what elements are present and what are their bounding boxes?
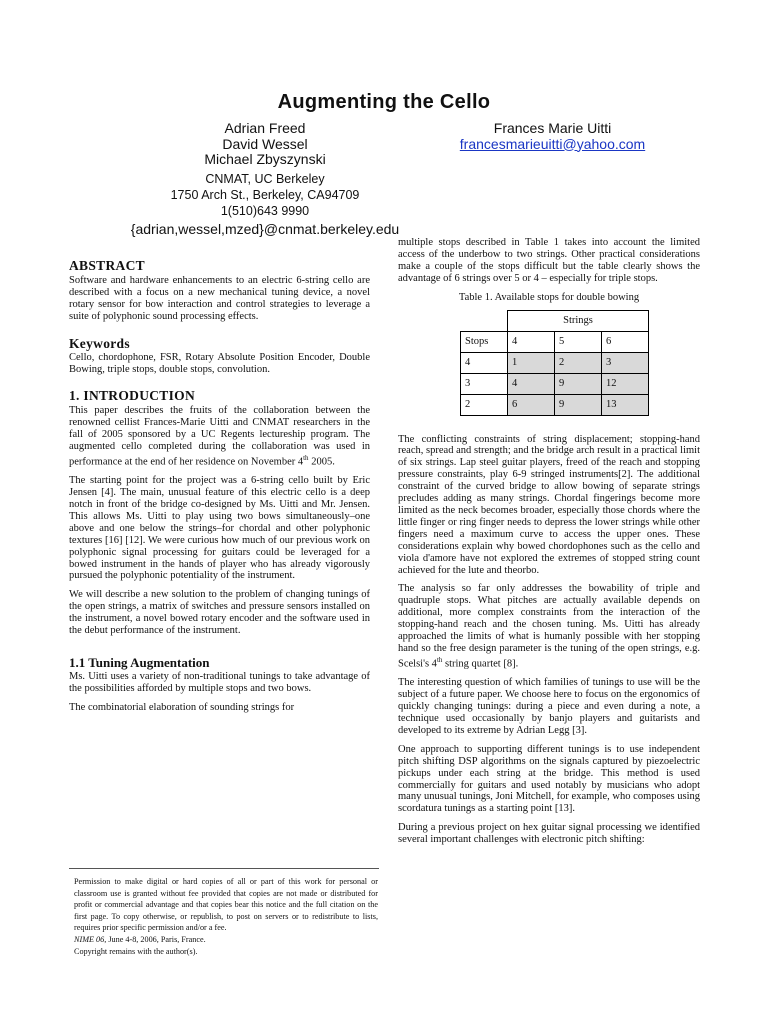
footnote-divider	[69, 868, 379, 869]
author-phone: 1(510)643 9990	[220, 203, 310, 218]
abstract-text: Software and hardware enhancements to an electric 6-string cello are described with a focus on a new mechanical tuning device, a novel rotary sensor for bow interaction and control strategies to leverage a suite of polyphonic sound processing effects.	[69, 274, 370, 322]
table-row	[461, 352, 649, 373]
permission-text: Permission to make digital or hard copies of all or part of this work for personal or classroom use is granted without fee provided that copies are not made or distributed for profit or commercial advantage and that copies bear this notice and the full citation on the first page. To copy otherwise, or republish, to post on servers or to redistribute to lists, requires prior specific permission and/or a fee.	[74, 877, 378, 933]
copyright-line: Copyright remains with the author(s).	[74, 946, 198, 956]
body-paragraph: The analysis so far only addresses the bowability of triple and quadruple stops. What pitches are actually available depends on additional, more complex constraints from the interaction of the stopping-hand reach and the chosen tuning. Ms. Uitti has already approached the limits of what is humanly possible with her stopping hand so the free design parameter is the tuning of the open strings, e.g. Scelsi's 4th string quartet [8].	[398, 583, 700, 670]
superscript: th	[303, 453, 309, 462]
author-address: 1750 Arch St., Berkeley, CA94709	[170, 187, 360, 202]
table-cell: 6	[602, 331, 649, 352]
tuning-paragraph: The combinatorial elaboration of sounding strings for	[69, 701, 295, 713]
author-name: Adrian Freed	[224, 120, 306, 136]
left-column	[69, 260, 370, 721]
introduction-paragraph: This paper describes the fruits of the collaboration between the renowned cellist Frances-Marie Uitti and CNMAT researchers in the fall of 2005 sponsored by a UC Regents lectureship program. The augmented cello completed during the collaboration was used in performance at the end of her residence on November 4th 2005.	[69, 405, 370, 468]
table-cell: 4	[461, 352, 508, 373]
right-column	[398, 237, 700, 853]
author-name: Frances Marie Uitti	[493, 120, 612, 136]
superscript: th	[436, 655, 443, 664]
paper-title: Augmenting the Cello	[277, 91, 491, 113]
table-cell: 1	[508, 352, 555, 373]
tuning-heading: 1.1 Tuning Augmentation	[69, 654, 210, 670]
table-cell: 4	[508, 331, 555, 352]
table-row	[461, 373, 649, 394]
table-cell: 12	[602, 373, 649, 394]
abstract-heading: ABSTRACT	[69, 258, 145, 273]
table-row	[461, 394, 649, 415]
table-cell: 13	[602, 394, 649, 415]
body-paragraph: One approach to supporting different tunings is to use independent pitch shifting DSP algorithms on the signals captured by piezoelectric pickups under each string at the bridge. This method is used commercially for guitars and used notably by musicians who adopt many unusual tunings, Joni Mitchell, for example, who composes using scordatura tunings as a starting point [13].	[398, 743, 700, 815]
author-block-right	[420, 121, 685, 152]
table-header-stops: Stops	[461, 331, 508, 352]
table-cell: 2	[461, 394, 508, 415]
table-cell: 4	[508, 373, 555, 394]
table-header-strings: Strings	[508, 310, 649, 331]
body-paragraph: multiple stops described in Table 1 takes into account the limited access of the underbow to two strings. Other practical considerations make a couple of the stops difficult but the table clearly shows the advantage of 6 strings over 5 or 4 – especially for triple stops.	[398, 237, 700, 284]
table-cell	[461, 310, 508, 331]
keywords-heading: Keywords	[69, 335, 130, 351]
table-cell: 3	[461, 373, 508, 394]
body-paragraph: The interesting question of which families of tunings to use will be the subject of a future paper. We choose here to focus on the ergonomics of quickly changing tunings: during a piece and even during a note, a technique used occasionally by banjo players and guitarists and developed to its extreme by Adrian Legg [3].	[398, 677, 700, 736]
author-name: David Wessel	[222, 135, 308, 152]
table-cell: 3	[602, 352, 649, 373]
introduction-paragraph: The starting point for the project was a 6-string cello built by Eric Jensen [4]. The main, unusual feature of this electric cello is a deep notch in front of the bridge co-designed by Ms. Uitti and Mr. Jensen. This allows Ms. Uitti to play using two bows simultaneously–one above and one below the strings–for chordal and other polyphonic textures [16] [12]. We were curious how much of our previous work on polyphonic signal processing for guitars could be leveraged for a bowed instrument in the hands of player who has already vigorously pursued the polyphonic potentiality of the instrument.	[69, 475, 370, 582]
author-name: Michael Zbyszynski	[204, 151, 326, 167]
introduction-heading: 1. INTRODUCTION	[69, 388, 196, 404]
table-cell: 6	[508, 394, 555, 415]
body-paragraph: The conflicting constraints of string displacement; stopping-hand reach, spread and strength; and the bridge arch result in a practical limit of six strings. Lap steel guitar players, freed of the reach and stopping pressure constraints, play 6-9 stringed instruments[2]. The additional constraint of the curved bridge to allow bowing of separate strings precludes adding as many strings. Chordal fingerings become more limited as the neck becomes broader, especially those chords where the little finger or ring finger needs to depress the lower strings while other fingers need a maximum curve to access the upper ones. These considerations explain why bowed chordophones such as the cello and viola d'amore have not explored the extremes of stopped string count achieved for the lute and theorbo.	[398, 433, 700, 576]
introduction-paragraph: We will describe a new solution to the problem of changing tunings of the open strings, a matrix of switches and pressure sensors installed on the instrument, a novel bowed rotary encoder and the software used in the debut performance of the instrument.	[69, 589, 370, 637]
keywords-text: Cello, chordophone, FSR, Rotary Absolute Position Encoder, Double Bowing, triple stops, double stops, convolution.	[69, 352, 370, 376]
author-block-left	[70, 121, 460, 239]
table-row	[461, 310, 649, 331]
tuning-paragraph: Ms. Uitti uses a variety of non-traditional tunings to take advantage of the possibilities afforded by multiple stops and two bows.	[69, 670, 370, 694]
table-cell: 9	[555, 394, 602, 415]
table-row	[461, 331, 649, 352]
table-cell: 9	[555, 373, 602, 394]
author-email-link[interactable]: francesmarieuitti@yahoo.com	[459, 135, 646, 152]
author-email: {adrian,wessel,mzed}@cnmat.berkeley.edu	[130, 220, 400, 237]
body-paragraph: During a previous project on hex guitar signal processing we identified several important challenges with electronic pitch shifting:	[398, 822, 700, 846]
author-affiliation: CNMAT, UC Berkeley	[205, 171, 325, 186]
table-cell: 5	[555, 331, 602, 352]
table-caption: Table 1. Available stops for double bowing	[458, 291, 640, 303]
venue-line: NIME 06, June 4-8, 2006, Paris, France.	[74, 934, 206, 944]
table-cell: 2	[555, 352, 602, 373]
permission-notice	[74, 876, 378, 957]
stops-table	[460, 310, 649, 416]
